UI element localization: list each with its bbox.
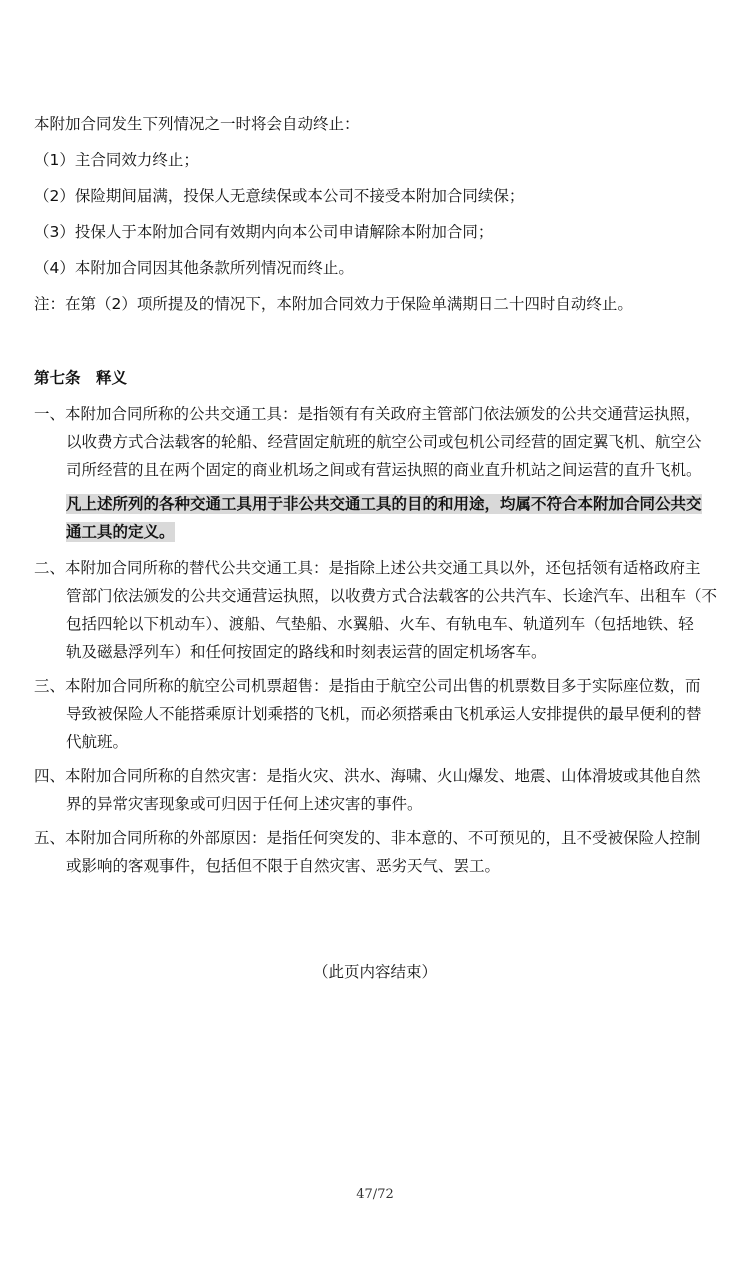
termination-note: 注：在第（2）项所提及的情况下，本附加合同效力于保险单满期日二十四时自动终止。 <box>34 295 633 313</box>
definition-2-line: 包括四轮以下机动车）、渡船、气垫船、水翼船、火车、有轨电车、轨道列车（包括地铁、轻 <box>66 615 694 633</box>
article-heading: 第七条 释义 <box>34 369 128 387</box>
termination-item-4: （4）本附加合同因其他条款所列情况而终止。 <box>34 259 354 277</box>
definition-2-line: 二、本附加合同所称的替代公共交通工具：是指除上述公共交通工具以外，还包括领有适格政府主 <box>34 559 701 577</box>
definition-1-emphasis: 通工具的定义。 <box>66 523 175 541</box>
definition-3-line: 导致被保险人不能搭乘原计划乘搭的飞机，而必须搭乘由飞机承运人安排提供的最早便利的替 <box>66 705 702 723</box>
end-of-page-note: （此页内容结束） <box>312 963 437 981</box>
termination-intro: 本附加合同发生下列情况之一时将会自动终止： <box>34 115 360 133</box>
definition-1-emphasis: 凡上述所列的各种交通工具用于非公共交通工具的目的和用途，均属不符合本附加合同公共交 <box>66 495 702 513</box>
definition-5-line: 或影响的客观事件，包括但不限于自然灾害、恶劣天气、罢工。 <box>66 857 501 875</box>
definition-1-line: 一、本附加合同所称的公共交通工具：是指领有有关政府主管部门依法颁发的公共交通营运执照， <box>34 405 701 423</box>
termination-item-2: （2）保险期间届满，投保人无意续保或本公司不接受本附加合同续保； <box>34 187 525 205</box>
termination-item-1: （1）主合同效力终止； <box>34 151 199 169</box>
definition-4-line: 四、本附加合同所称的自然灾害：是指火灾、洪水、海啸、火山爆发、地震、山体滑坡或其他自然 <box>34 767 701 785</box>
definition-1-line: 司所经营的且在两个固定的商业机场之间或有营运执照的商业直升机站之间运营的直升飞机。 <box>66 461 702 479</box>
definition-2-line: 轨及磁悬浮列车）和任何按固定的路线和时刻表运营的固定机场客车。 <box>66 643 547 661</box>
definition-3-line: 代航班。 <box>66 733 129 751</box>
page-number: 47/72 <box>356 1187 394 1202</box>
definition-3-line: 三、本附加合同所称的航空公司机票超售：是指由于航空公司出售的机票数目多于实际座位数，而 <box>34 677 701 695</box>
definition-5-line: 五、本附加合同所称的外部原因：是指任何突发的、非本意的、不可预见的，且不受被保险人控制 <box>34 829 701 847</box>
termination-item-3: （3）投保人于本附加合同有效期内向本公司申请解除本附加合同； <box>34 223 494 241</box>
definition-1-line: 以收费方式合法载客的轮船、经营固定航班的航空公司或包机公司经营的固定翼飞机、航空公 <box>66 433 702 451</box>
definition-2-line: 管部门依法颁发的公共交通营运执照，以收费方式合法载客的公共汽车、长途汽车、出租车（不 <box>66 587 718 605</box>
definition-4-line: 界的异常灾害现象或可归因于任何上述灾害的事件。 <box>66 795 423 813</box>
